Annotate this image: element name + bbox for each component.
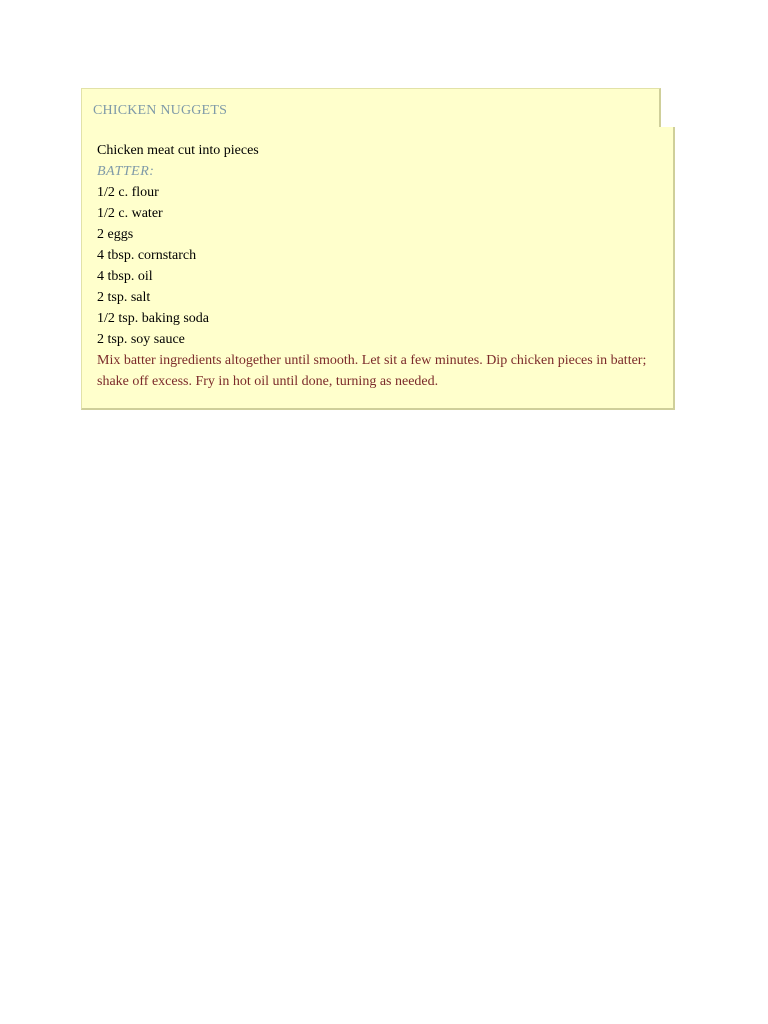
- recipe-directions: Mix batter ingredients altogether until smooth. Let sit a few minutes. Dip chicken pieces in batter; shake off excess. Fry in hot oil until done, turning as needed.: [97, 353, 647, 389]
- ingredient-item: 1/2 c. water: [97, 206, 163, 221]
- recipe-title-box: [81, 88, 661, 128]
- ingredient-item: 2 eggs: [97, 227, 134, 242]
- ingredient-item: 2 tsp. salt: [97, 290, 151, 305]
- recipe-body-box: [81, 127, 675, 410]
- recipe-content: [97, 140, 657, 392]
- ingredient-item: 4 tbsp. oil: [97, 269, 153, 284]
- ingredient-item: 1/2 tsp. baking soda: [97, 311, 209, 326]
- ingredient-item: 1/2 c. flour: [97, 185, 159, 200]
- batter-heading: BATTER:: [97, 164, 155, 179]
- ingredient-item: 4 tbsp. cornstarch: [97, 248, 197, 263]
- recipe-intro: Chicken meat cut into pieces: [97, 143, 259, 158]
- ingredient-item: 2 tsp. soy sauce: [97, 332, 185, 347]
- recipe-title: CHICKEN NUGGETS: [93, 103, 228, 118]
